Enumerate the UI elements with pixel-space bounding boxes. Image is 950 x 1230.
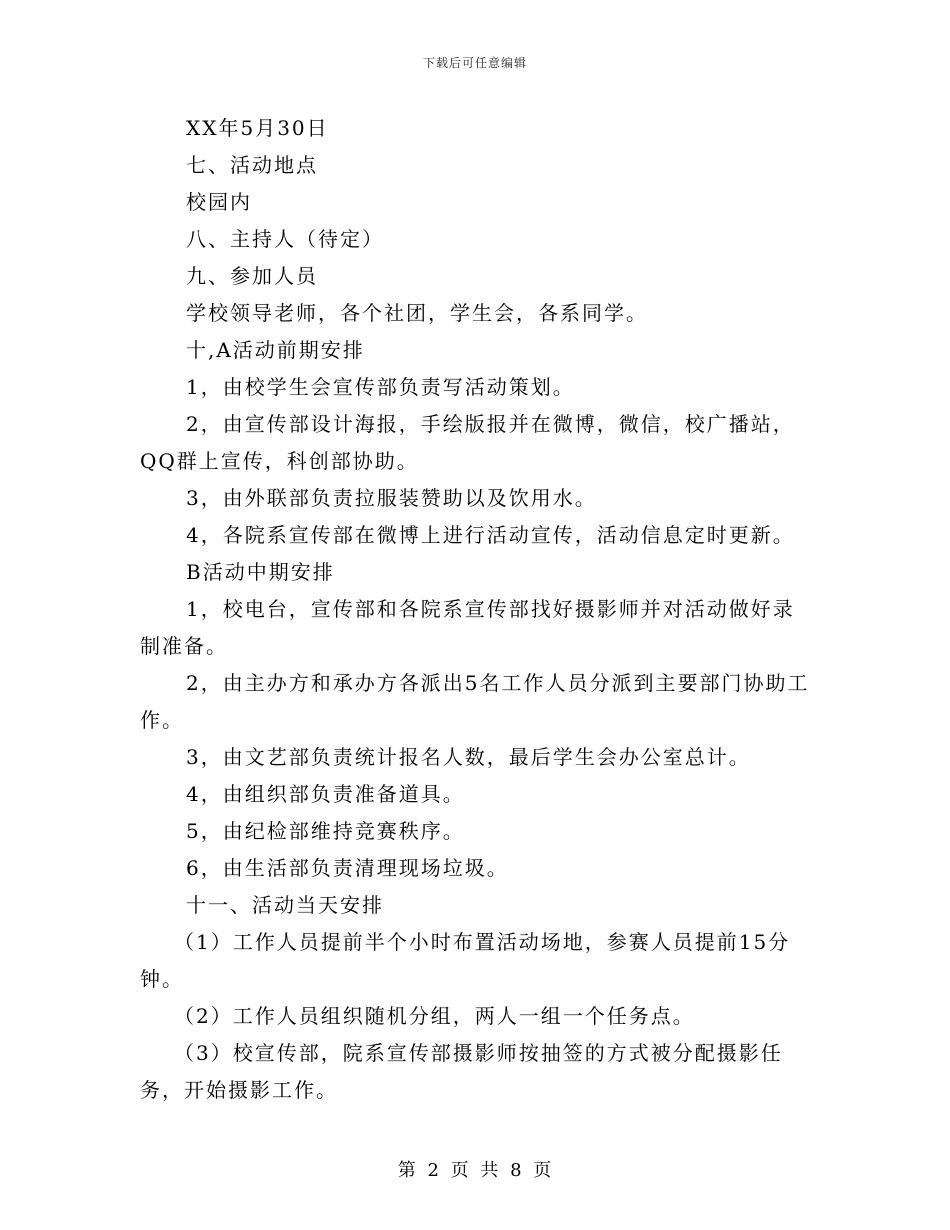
section-heading-participants: 九、参加人员 (186, 264, 318, 288)
paragraph: 1，校电台，宣传部和各院系宣传部找好摄影师并对活动做好录制准备。 (140, 597, 795, 658)
paragraph: 6，由生活部负责清理现场垃圾。 (186, 856, 509, 880)
paragraph: 4，由组织部负责准备道具。 (186, 782, 465, 806)
paragraph: 5，由纪检部维持竞赛秩序。 (186, 819, 465, 843)
section-heading-pre-arrangement: 十,A活动前期安排 (186, 338, 365, 362)
section-heading-location: 七、活动地点 (186, 153, 318, 177)
paragraph: 3，由文艺部负责统计报名人数，最后学生会办公室总计。 (186, 745, 751, 769)
participants-text: 学校领导老师，各个社团，学生会，各系同学。 (186, 301, 648, 325)
location-text: 校园内 (186, 190, 252, 214)
paragraph: 2，由主办方和承办方各派出5名工作人员分派到主要部门协助工作。 (140, 671, 810, 732)
paragraph: （2）工作人员组织随机分组，两人一组一个任务点。 (174, 1004, 695, 1028)
page-number: 第 2 页 共 8 页 (397, 1160, 553, 1181)
paragraph: （1）工作人员提前半个小时布置活动场地，参赛人员提前15分钟。 (140, 930, 791, 991)
section-heading-host: 八、主持人（待定） (186, 227, 384, 251)
page-header: 下载后可任意编辑 (422, 56, 527, 70)
date-line: XX年5月30日 (186, 116, 329, 140)
paragraph: 2，由宣传部设计海报，手绘版报并在微博，微信，校广播站，QQ群上宣传，科创部协助。 (140, 412, 795, 473)
section-heading-mid-arrangement: B活动中期安排 (186, 560, 335, 584)
document-body (140, 110, 810, 1109)
paragraph: （3）校宣传部，院系宣传部摄影师按抽签的方式被分配摄影任务，开始摄影工作。 (140, 1041, 783, 1102)
paragraph: 4，各院系宣传部在微博上进行活动宣传，活动信息定时更新。 (186, 523, 795, 547)
paragraph: 1，由校学生会宣传部负责写活动策划。 (186, 375, 575, 399)
paragraph: 3，由外联部负责拉服装赞助以及饮用水。 (186, 486, 597, 510)
section-heading-day-arrangement: 十一、活动当天安排 (186, 893, 384, 917)
